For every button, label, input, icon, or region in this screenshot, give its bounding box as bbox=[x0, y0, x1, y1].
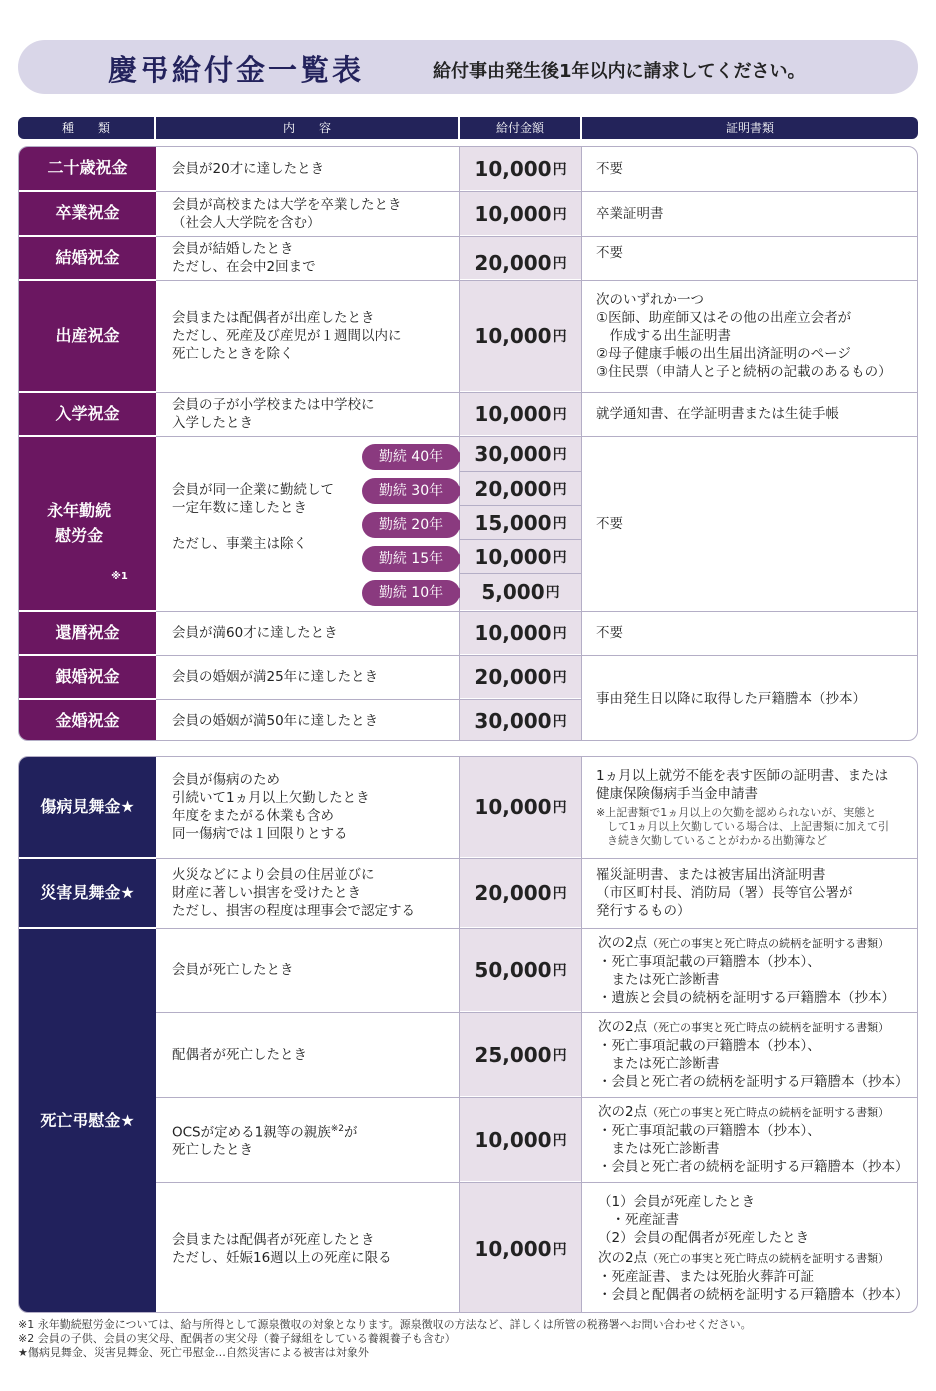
certificate-text: 事由発生日以降に取得した戸籍謄本（抄本） bbox=[596, 691, 866, 707]
amount-cell bbox=[460, 472, 581, 505]
content-text: 会員または配偶者が死産したとき ただし、妊娠16週以上の死産に限る bbox=[172, 1231, 392, 1266]
amount-value: 5,000 bbox=[481, 580, 545, 604]
amount-cell bbox=[460, 929, 581, 1011]
category-label: 災害見舞金★ bbox=[19, 859, 156, 927]
content-text: 会員の婚姻が満25年に達したとき bbox=[172, 669, 379, 685]
amount-cell bbox=[460, 393, 581, 435]
yen-unit: 円 bbox=[552, 206, 567, 223]
column-header bbox=[18, 117, 918, 139]
content-text: 会員が高校または大学を卒業したとき （社会人大学院を含む） bbox=[172, 196, 402, 231]
certificate-cell bbox=[582, 1013, 918, 1096]
footnote-mark: ※2 bbox=[330, 1123, 344, 1134]
yen-unit: 円 bbox=[552, 886, 567, 902]
content-text: 会員または配偶者が出産したとき ただし、死産及び産児が１週間以内に 死亡したときを除く bbox=[172, 310, 402, 362]
amount-cell bbox=[460, 540, 581, 573]
certificate-head-note: （死亡の事実と死亡時点の続柄を証明する書類） bbox=[647, 936, 890, 950]
certificate-text: 不要 bbox=[596, 515, 623, 532]
certificate-text: 不要 bbox=[596, 625, 623, 641]
amount-cell bbox=[460, 192, 581, 235]
certificate-text: ・死亡事項記載の戸籍謄本（抄本）、 または死亡診断書 ・遺族と会員の続柄を証明する戸籍謄本（抄本） bbox=[598, 953, 895, 1006]
tier-badge: 勤続 15年 bbox=[362, 546, 460, 572]
page-subtitle: 給付事由発生後1年以内に請求してください。 bbox=[433, 61, 806, 82]
amount-cell bbox=[460, 237, 581, 279]
amount-value: 30,000 bbox=[474, 709, 552, 733]
content-text: 死亡したとき bbox=[172, 1142, 253, 1159]
content-text: 会員が20才に達したとき bbox=[172, 160, 325, 177]
category-label: 出産祝金 bbox=[19, 281, 156, 391]
amount-value: 10,000 bbox=[474, 795, 552, 819]
amount-cell bbox=[460, 506, 581, 539]
category-label: 入学祝金 bbox=[19, 393, 156, 435]
amount-cell bbox=[460, 1098, 581, 1181]
amount-value: 10,000 bbox=[474, 324, 552, 348]
certificate-cell bbox=[582, 1183, 918, 1313]
yen-unit: 円 bbox=[552, 256, 567, 272]
yen-unit: 円 bbox=[552, 1132, 567, 1149]
yen-unit: 円 bbox=[552, 329, 567, 345]
amount-value: 20,000 bbox=[474, 881, 552, 905]
amount-value: 30,000 bbox=[474, 442, 552, 466]
amount-cell bbox=[460, 612, 581, 654]
amount-value: 10,000 bbox=[474, 1236, 552, 1261]
tier-badge: 勤続 40年 bbox=[362, 444, 460, 470]
certificate-text: 卒業証明書 bbox=[596, 205, 664, 222]
amount-cell bbox=[460, 437, 581, 471]
certificate-head: 次の2点 bbox=[598, 1019, 648, 1035]
content-text: 配偶者が死亡したとき bbox=[172, 1046, 307, 1063]
amount-value: 25,000 bbox=[474, 1042, 552, 1067]
category-label: 傷病見舞金★ bbox=[19, 757, 156, 857]
amount-cell bbox=[460, 656, 581, 698]
certificate-text: ・死産証書、または死胎火葬許可証 ・会員と配偶者の続柄を証明する戸籍謄本（抄本） bbox=[598, 1269, 909, 1303]
yen-unit: 円 bbox=[552, 626, 567, 642]
certificate-head-note: （死亡の事実と死亡時点の続柄を証明する書類） bbox=[647, 1106, 890, 1119]
celebration-table bbox=[18, 146, 918, 741]
amount-value: 10,000 bbox=[474, 156, 552, 181]
certificate-text: 就学通知書、在学証明書または生徒手帳 bbox=[596, 406, 839, 422]
category-label bbox=[19, 437, 156, 610]
tier-badge: 勤続 20年 bbox=[362, 512, 460, 538]
certificate-text: 不要 bbox=[596, 160, 623, 177]
footnote-mark: ※1 bbox=[111, 570, 128, 582]
content-cell bbox=[156, 1098, 459, 1181]
yen-unit: 円 bbox=[552, 714, 567, 730]
certificate-note: ※上記書類で1ヵ月以上の欠勤を認められないが、実態と して1ヵ月以上欠勤している場合は、上記書類に加えて引 き続き欠勤していることがわかる出勤簿など bbox=[596, 805, 889, 847]
yen-unit: 円 bbox=[552, 481, 567, 498]
header-certificate: 証明書類 bbox=[725, 121, 774, 135]
content-text: OCSが定める1親等の親族 bbox=[172, 1124, 331, 1141]
amount-value: 10,000 bbox=[474, 402, 552, 426]
yen-unit: 円 bbox=[552, 515, 567, 532]
certificate-text: 1ヵ月以上就労不能を表す医師の証明書、または 健康保険傷病手当金申請書 bbox=[596, 767, 889, 802]
certificate-head: 次の2点 bbox=[598, 1250, 648, 1266]
category-label: 金婚祝金 bbox=[19, 700, 156, 741]
tier-badge: 勤続 30年 bbox=[362, 478, 460, 504]
certificate-head-note: （死亡の事実と死亡時点の続柄を証明する書類） bbox=[647, 1021, 890, 1034]
certificate-text: 罹災証明書、または被害届出済証明書 （市区町村長、消防局（署）長等官公署が 発行するもの） bbox=[596, 867, 853, 919]
yen-unit: 円 bbox=[545, 585, 560, 601]
certificate-text: 不要 bbox=[596, 245, 623, 261]
content-text: 火災などにより会員の住居並びに 財産に著しい損害を受けたとき ただし、損害の程度は理事会で認定する bbox=[172, 867, 415, 919]
header-content: 内 容 bbox=[282, 121, 331, 135]
yen-unit: 円 bbox=[552, 447, 567, 463]
amount-value: 10,000 bbox=[474, 621, 552, 645]
content-text: 会員の婚姻が満50年に達したとき bbox=[172, 713, 379, 729]
category-text: 永年勤続 慰労金 bbox=[47, 500, 112, 545]
yen-unit: 円 bbox=[552, 1047, 567, 1064]
amount-cell bbox=[460, 147, 581, 190]
certificate-cell bbox=[582, 757, 918, 857]
header-type: 種 類 bbox=[61, 121, 110, 135]
amount-value: 20,000 bbox=[474, 251, 552, 275]
certificate-pre: （1）会員が死産したとき ・死産証書 （2）会員の配偶者が死産したとき bbox=[598, 1194, 810, 1246]
amount-cell bbox=[460, 859, 581, 927]
category-label: 二十歳祝金 bbox=[19, 147, 156, 190]
yen-unit: 円 bbox=[552, 800, 567, 816]
content-text: 会員が傷病のため 引続いて1ヵ月以上欠勤したとき 年度をまたがる休業も含め 同一傷病では１回限りとする bbox=[172, 772, 370, 842]
category-label: 卒業祝金 bbox=[19, 192, 156, 235]
amount-value: 10,000 bbox=[474, 201, 552, 226]
header-amount: 給付金額 bbox=[495, 121, 544, 135]
category-label: 死亡弔慰金★ bbox=[19, 929, 156, 1313]
footnotes bbox=[18, 1318, 923, 1360]
amount-cell bbox=[460, 757, 581, 857]
amount-cell bbox=[460, 574, 581, 610]
category-label: 銀婚祝金 bbox=[19, 656, 156, 698]
footnote-2: ※2 会員の子供、会員の実父母、配偶者の実父母（養子縁組をしている養親養子も含む） bbox=[18, 1332, 456, 1345]
title-bar bbox=[18, 40, 918, 94]
amount-value: 50,000 bbox=[474, 958, 552, 982]
certificate-head: 次の2点 bbox=[598, 1104, 648, 1120]
content-text: 会員が満60才に達したとき bbox=[172, 625, 338, 641]
footnote-3: ★傷病見舞金、災害見舞金、死亡弔慰金…自然災害による被害は対象外 bbox=[18, 1346, 369, 1359]
certificate-cell bbox=[582, 929, 918, 1011]
amount-cell bbox=[460, 700, 581, 741]
page-title: 慶弔給付金一覧表 bbox=[108, 53, 365, 87]
yen-unit: 円 bbox=[552, 1241, 567, 1258]
amount-cell bbox=[460, 1013, 581, 1096]
certificate-text: ・死亡事項記載の戸籍謄本（抄本）、 または死亡診断書 ・会員と死亡者の続柄を証明する戸籍謄本（抄本） bbox=[598, 1038, 909, 1090]
yen-unit: 円 bbox=[552, 670, 567, 686]
amount-value: 10,000 bbox=[474, 1127, 552, 1152]
tier-badge: 勤続 10年 bbox=[362, 580, 460, 606]
amount-value: 10,000 bbox=[474, 544, 552, 569]
yen-unit: 円 bbox=[552, 407, 567, 423]
amount-cell bbox=[460, 1183, 581, 1313]
yen-unit: 円 bbox=[552, 963, 567, 979]
certificate-text: 次のいずれか一つ ①医師、助産師又はその他の出産立会者が 作成する出生証明書 ②母子健康手帳の出生届出済証明のページ ③住民票（申請人と子と続柄の記載のあるもの） bbox=[596, 292, 892, 380]
content-text: 会員の子が小学校または中学校に 入学したとき bbox=[172, 397, 375, 431]
category-label: 結婚祝金 bbox=[19, 237, 156, 279]
yen-unit: 円 bbox=[552, 549, 567, 566]
certificate-cell bbox=[582, 1098, 918, 1181]
amount-value: 20,000 bbox=[474, 476, 552, 501]
content-text: 会員が死亡したとき bbox=[172, 962, 294, 978]
footnote-1: ※1 永年勤続慰労金については、給与所得として源泉徴収の対象となります。源泉徴収の方法など、詳しくは所管の税務署へお問い合わせください。 bbox=[18, 1318, 752, 1331]
amount-value: 15,000 bbox=[474, 510, 552, 535]
amount-value: 20,000 bbox=[474, 665, 552, 689]
category-label: 還暦祝金 bbox=[19, 612, 156, 654]
content-text: 会員が結婚したとき ただし、在会中2回まで bbox=[172, 241, 316, 275]
condolence-table bbox=[18, 756, 918, 1313]
certificate-text: ・死亡事項記載の戸籍謄本（抄本）、 または死亡診断書 ・会員と死亡者の続柄を証明する戸籍謄本（抄本） bbox=[598, 1123, 909, 1175]
yen-unit: 円 bbox=[552, 161, 567, 178]
certificate-head-note: （死亡の事実と死亡時点の続柄を証明する書類） bbox=[647, 1252, 890, 1265]
content-text: 会員が同一企業に勤続して 一定年数に達したとき ただし、事業主は除く bbox=[172, 481, 334, 552]
certificate-head: 次の2点 bbox=[598, 934, 648, 951]
content-text: が bbox=[344, 1124, 358, 1141]
amount-cell bbox=[460, 281, 581, 391]
